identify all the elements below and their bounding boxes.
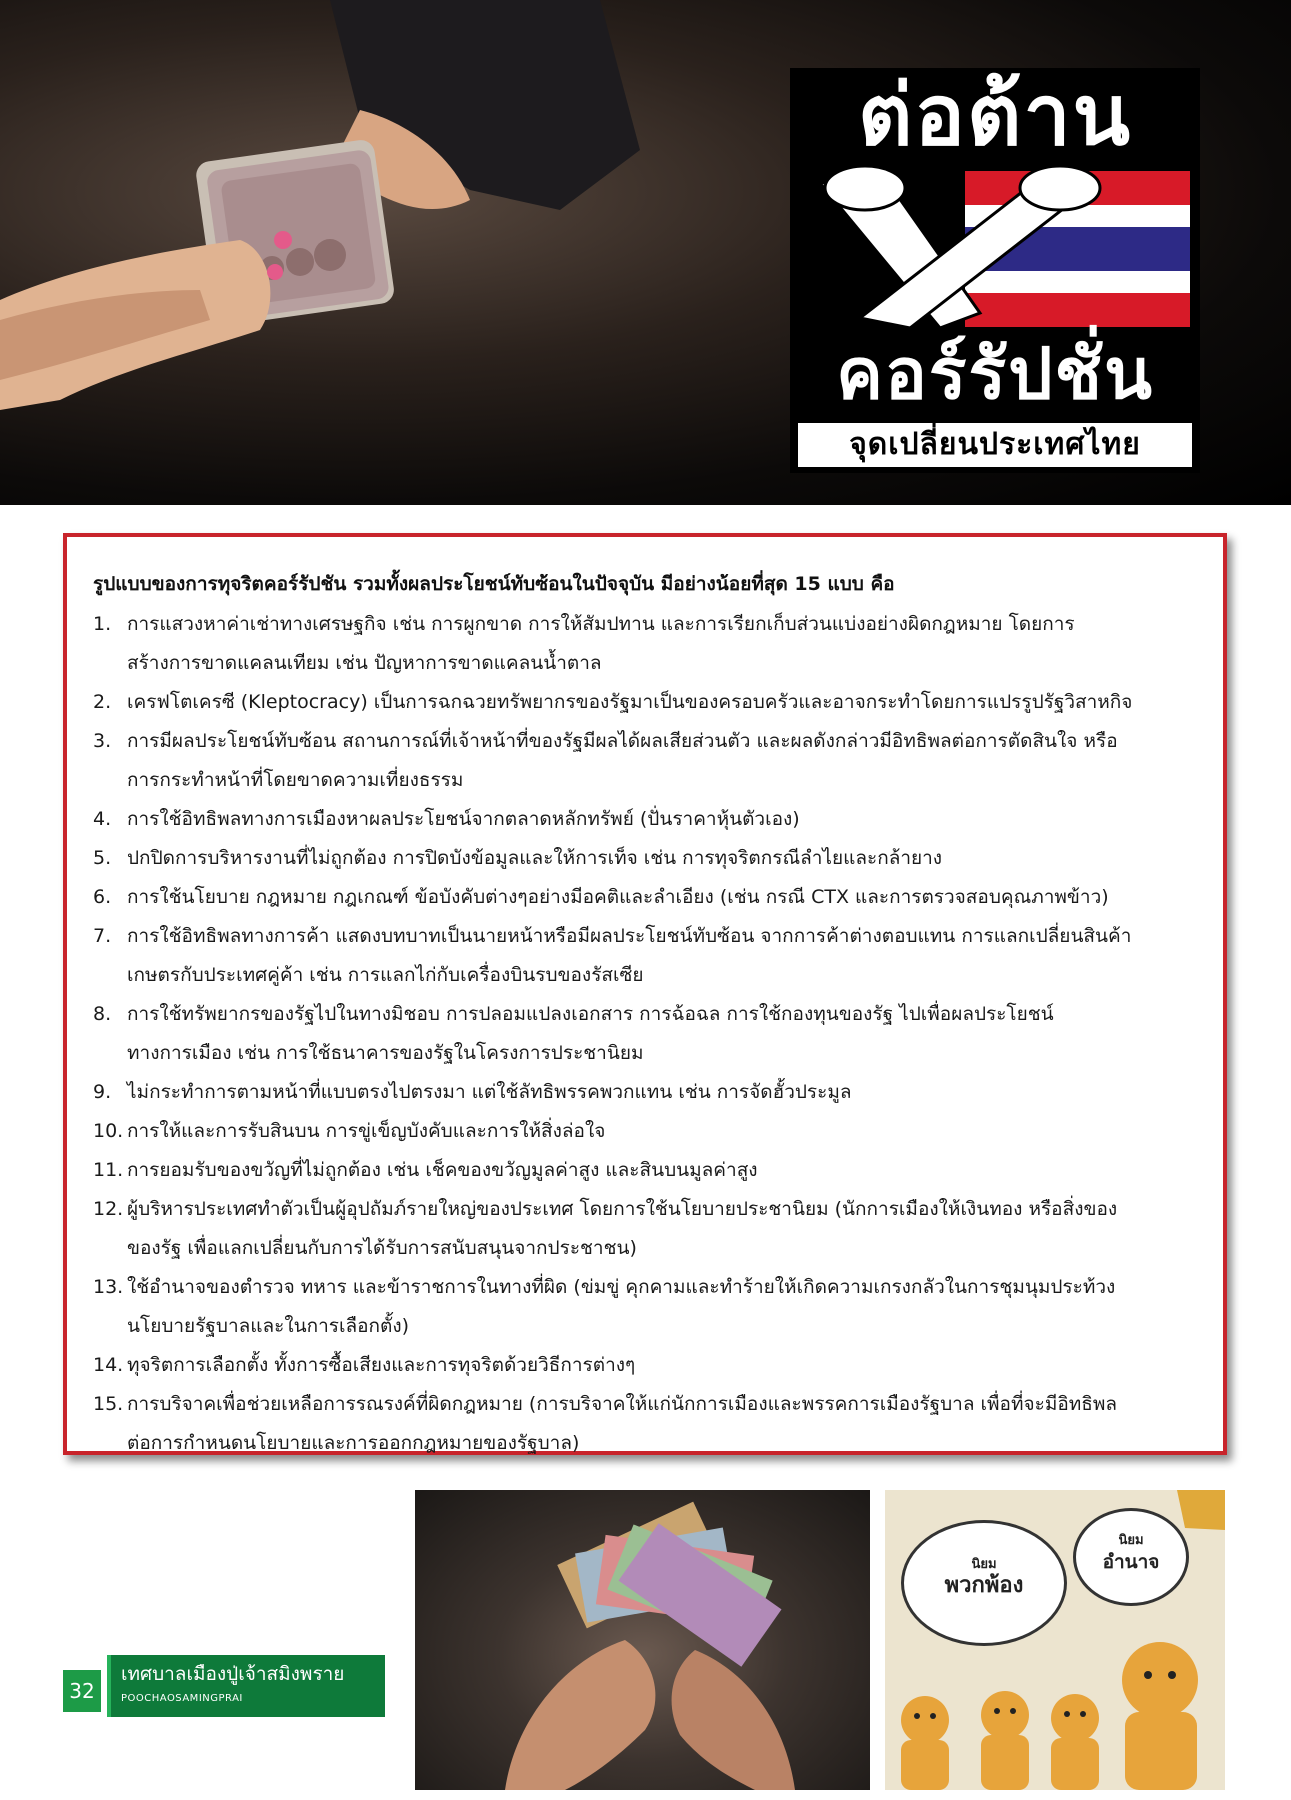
anti-corruption-logo — [790, 68, 1200, 473]
item-text-line1: ผู้บริหารประเทศทำตัวเป็นผู้อุปถัมภ์รายใหญ่ของประเทศ โดยการใช้นโยบายประชานิยม (นักการเมืองให้เงินทอง หรือสิ่งของ — [127, 1198, 1118, 1220]
item-text-line2: ต่อการกำหนดนโยบายและการออกกฎหมายของรัฐบาล) — [127, 1432, 580, 1454]
item-number: 11. — [93, 1159, 124, 1181]
item-text-line1: การใช้อิทธิพลทางการค้า แสดงบทบาทเป็นนายหน้าหรือมีผลประโยชน์ทับซ้อน จากการค้าต่างตอบแทน การแลกเปลี่ยนสินค้า — [127, 925, 1132, 947]
header-banner-photo — [0, 0, 1291, 505]
corruption-types-list — [93, 605, 1197, 1463]
crossed-arms-flag-icon — [790, 163, 1200, 333]
corruption-types-box — [63, 533, 1227, 1455]
item-number: 12. — [93, 1198, 124, 1220]
footer-subtitle: POOCHAOSAMINGPRAI — [121, 1693, 243, 1704]
list-item — [93, 1073, 1197, 1112]
page-number: 32 — [63, 1670, 101, 1712]
item-number: 14. — [93, 1354, 124, 1376]
cartoon-illustration — [885, 1490, 1225, 1790]
item-text-line1: ใช้อำนาจของตำรวจ ทหาร และข้าราชการในทางที่ผิด (ข่มขู่ คุกคามและทำร้ายให้เกิดความเกรงกลัวในการชุมนุมประท้วง — [127, 1276, 1116, 1298]
list-item — [93, 1190, 1197, 1268]
item-number: 3. — [93, 730, 112, 752]
bubble-prefix: นิยม — [971, 1557, 997, 1572]
footer-bar — [107, 1655, 385, 1717]
footer-title: เทศบาลเมืองปู่เจ้าสมิงพราย — [121, 1663, 345, 1685]
logo-bottom-text: คอร์รัปชั่น — [836, 333, 1154, 415]
item-text-line1: ทุจริตการเลือกตั้ง ทั้งการซื้อเสียงและการทุจริตด้วยวิธีการต่างๆ — [127, 1354, 636, 1376]
cartoon-officials-icon — [885, 1490, 1225, 1790]
item-text-line2: การกระทำหน้าที่โดยขาดความเที่ยงธรรม — [127, 769, 464, 791]
money-in-hands-photo — [415, 1490, 870, 1790]
item-text-line1: การยอมรับของขวัญที่ไม่ถูกต้อง เช่น เช็คของขวัญมูลค่าสูง และสินบนมูลค่าสูง — [127, 1159, 758, 1181]
bubble-text: พวกพ้อง — [944, 1573, 1024, 1598]
list-item — [93, 878, 1197, 917]
item-number: 6. — [93, 886, 112, 908]
item-text-line1: การใช้อิทธิพลทางการเมืองหาผลประโยชน์จากตลาดหลักทรัพย์ (ปั่นราคาหุ้นตัวเอง) — [127, 808, 800, 830]
item-number: 10. — [93, 1120, 124, 1142]
item-number: 4. — [93, 808, 112, 830]
item-text-line1: ไม่กระทำการตามหน้าที่แบบตรงไปตรงมา แต่ใช้ลัทธิพรรคพวกแทน เช่น การจัดฮั้วประมูล — [127, 1081, 852, 1103]
item-text-line1: ปกปิดการบริหารงานที่ไม่ถูกต้อง การปิดบังข้อมูลและให้การเท็จ เช่น การทุจริตกรณีลำไยและกล้ายาง — [127, 847, 943, 869]
box-heading: รูปแบบของการทุจริตคอร์รัปชัน รวมทั้งผลประโยชน์ทับซ้อนในปัจจุบัน มีอย่างน้อยที่สุด 15 แบบ คือ — [93, 573, 895, 595]
logo-subtitle: จุดเปลี่ยนประเทศไทย — [798, 423, 1192, 467]
item-number: 2. — [93, 691, 112, 713]
list-item — [93, 1385, 1197, 1463]
item-number: 9. — [93, 1081, 112, 1103]
item-number: 15. — [93, 1393, 124, 1415]
item-text-line2: เกษตรกับประเทศคู่ค้า เช่น การแลกไก่กับเครื่องบินรบของรัสเซีย — [127, 964, 644, 986]
item-number: 13. — [93, 1276, 124, 1298]
item-number: 8. — [93, 1003, 112, 1025]
bubble-text: อำนาจ — [1102, 1551, 1160, 1573]
item-text-line1: การใช้นโยบาย กฎหมาย กฎเกณฑ์ ข้อบังคับต่างๆอย่างมีอคติและลำเอียง (เช่น กรณี CTX และการตรวจสอบคุณภาพข้าว) — [127, 886, 1109, 908]
list-item — [93, 839, 1197, 878]
item-text-line1: การให้และการรับสินบน การขู่เข็ญบังคับและการให้สิ่งล่อใจ — [127, 1120, 606, 1142]
bribe-hands-illustration — [0, 0, 780, 505]
item-text-line1: การใช้ทรัพยากรของรัฐไปในทางมิชอบ การปลอมแปลงเอกสาร การฉ้อฉล การใช้กองทุนของรัฐ ไปเพื่อผลประโยชน์ — [127, 1003, 1054, 1025]
bubble-prefix: นิยม — [1118, 1533, 1144, 1548]
item-number: 1. — [93, 613, 112, 635]
item-number: 5. — [93, 847, 112, 869]
list-item — [93, 605, 1197, 683]
list-item — [93, 995, 1197, 1073]
list-item — [93, 683, 1197, 722]
item-text-line1: การมีผลประโยชน์ทับซ้อน สถานการณ์ที่เจ้าหน้าที่ของรัฐมีผลได้ผลเสียส่วนตัว และผลดังกล่าวมีอิทธิพลต่อการตัดสินใจ หรือ — [127, 730, 1118, 752]
list-item — [93, 1151, 1197, 1190]
logo-top-text: ต่อต้าน — [857, 66, 1133, 164]
banknotes-fan-illustration — [415, 1490, 870, 1790]
list-item — [93, 1346, 1197, 1385]
item-text-line1: การแสวงหาค่าเช่าทางเศรษฐกิจ เช่น การผูกขาด การให้สัมปทาน และการเรียกเก็บส่วนแบ่งอย่างผิดกฎหมาย โดยการ — [127, 613, 1075, 635]
item-text-line1: การบริจาคเพื่อช่วยเหลือการรณรงค์ที่ผิดกฎหมาย (การบริจาคให้แก่นักการเมืองและพรรคการเมืองรัฐบาล เพื่อที่จะมีอิทธิพล — [127, 1393, 1118, 1415]
list-item — [93, 1268, 1197, 1346]
list-item — [93, 800, 1197, 839]
list-item — [93, 722, 1197, 800]
list-item — [93, 1112, 1197, 1151]
list-item — [93, 917, 1197, 995]
item-number: 7. — [93, 925, 112, 947]
item-text-line2: นโยบายรัฐบาลและในการเลือกตั้ง) — [127, 1315, 410, 1337]
item-text-line2: สร้างการขาดแคลนเทียม เช่น ปัญหาการขาดแคลนน้ำตาล — [127, 652, 602, 674]
item-text-line2: ของรัฐ เพื่อแลกเปลี่ยนกับการได้รับการสนับสนุนจากประชาชน) — [127, 1237, 637, 1259]
item-text-line2: ทางการเมือง เช่น การใช้ธนาคารของรัฐในโครงการประชานิยม — [127, 1042, 644, 1064]
item-text-line1: เครฟโตเครซี (Kleptocracy) เป็นการฉกฉวยทรัพยากรของรัฐมาเป็นของครอบครัวและอาจกระทำโดยการแปรรูปรัฐวิสาหกิจ — [127, 691, 1133, 713]
footer-stripe — [107, 1655, 111, 1717]
